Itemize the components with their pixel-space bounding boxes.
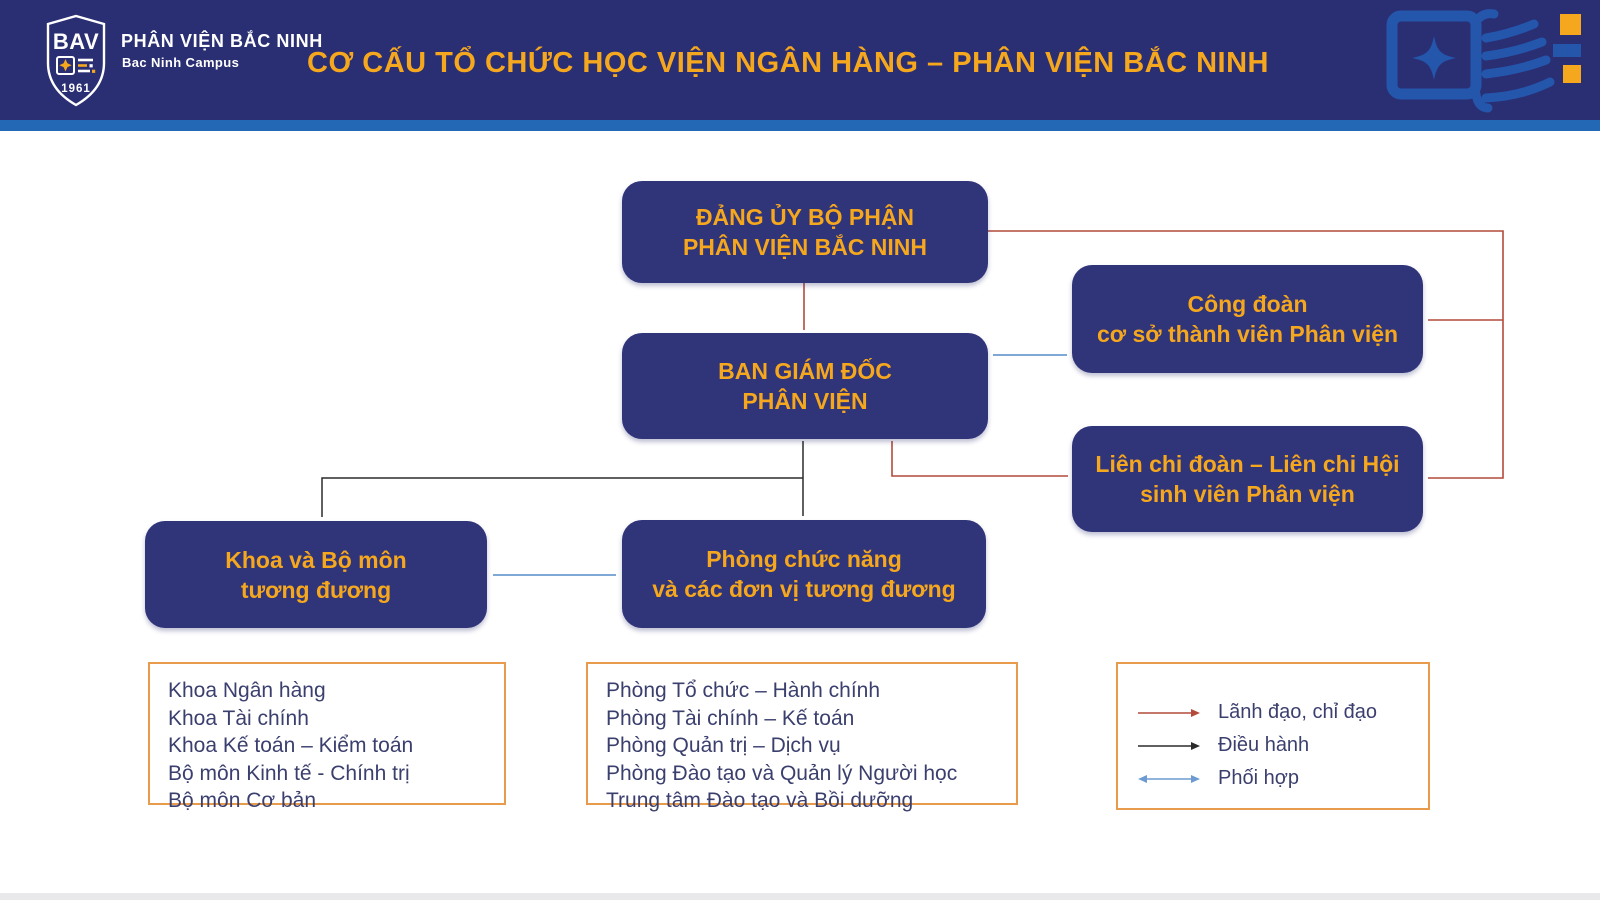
- node-phong-chuc-nang: [622, 520, 986, 628]
- list-item: Bộ môn Kinh tế - Chính trị: [168, 761, 410, 785]
- list-item: Phòng Tổ chức – Hành chính: [606, 679, 881, 702]
- header-accent-strip: [0, 120, 1600, 131]
- blue-double-arrow-icon: [1136, 773, 1202, 785]
- list-item: Phòng Đào tạo và Quản lý Người học: [606, 761, 958, 785]
- node-lien-chi-doan: [1072, 426, 1423, 532]
- node-ban-giam-doc: [622, 333, 988, 439]
- org-name-vi: PHÂN VIỆN BẮC NINH: [121, 31, 323, 51]
- node-label-line1: Khoa và Bộ môn: [225, 546, 407, 573]
- node-label-line1: BAN GIÁM ĐỐC: [718, 358, 892, 384]
- departments-list-panel: [586, 662, 1018, 812]
- legend-row-dieu-hanh: [1136, 729, 1410, 762]
- org-name-en: Bac Ninh Campus: [122, 55, 240, 70]
- accent-bar-middle: [1553, 44, 1581, 57]
- node-label-line2: và các đơn vị tương đương: [652, 576, 956, 602]
- list-item: Trung tâm Đào tạo và Bồi dưỡng: [606, 789, 914, 812]
- red-arrow-icon: [1136, 707, 1202, 719]
- shield-book-icon: [57, 57, 95, 74]
- node-label-line2: PHÂN VIỆN BẮC NINH: [682, 234, 928, 260]
- legend-label: Điều hành: [1218, 734, 1310, 756]
- sparkle-icon: [1412, 36, 1456, 80]
- list-item: Phòng Tài chính – Kế toán: [606, 706, 855, 730]
- connector-bangiamdoc-to-khoa: [322, 478, 803, 517]
- connector-bangiamdoc-to-lienchi: [892, 441, 1068, 476]
- list-item: Khoa Tài chính: [168, 706, 309, 730]
- list-item: Khoa Kế toán – Kiểm toán: [168, 734, 414, 757]
- legend-panel: [1116, 662, 1430, 810]
- legend-row-lanh-dao: [1136, 696, 1410, 729]
- black-arrow-icon: [1136, 740, 1202, 752]
- list-item: Khoa Ngân hàng: [168, 679, 326, 702]
- node-label-line2: tương đương: [240, 576, 392, 603]
- legend-label: Lãnh đạo, chỉ đạo: [1218, 701, 1378, 723]
- node-label-line2: PHÂN VIỆN: [742, 388, 868, 414]
- node-dang-uy-bo-phan: [622, 181, 988, 283]
- node-label-line1: Công đoàn: [1187, 291, 1308, 317]
- list-item: Phòng Quản trị – Dịch vụ: [606, 734, 841, 757]
- node-label-line1: Phòng chức năng: [706, 546, 902, 572]
- bav-shield-logo-icon: [44, 13, 108, 109]
- bottom-strip: [0, 893, 1600, 900]
- page-title: CƠ CẤU TỔ CHỨC HỌC VIỆN NGÂN HÀNG – PHÂN VIỆN BẮC NINH: [307, 47, 1269, 79]
- node-label-line2: sinh viên Phân viện: [1140, 481, 1355, 507]
- node-khoa-bo-mon: [145, 521, 487, 628]
- node-cong-doan: [1072, 265, 1423, 373]
- legend-label: Phối hợp: [1218, 767, 1299, 789]
- node-label-line2: cơ sở thành viên Phân viện: [1096, 321, 1399, 347]
- shield-year: 1961: [61, 83, 91, 95]
- shield-acronym: BAV: [52, 29, 100, 54]
- list-item: Bộ môn Cơ bản: [168, 789, 317, 812]
- node-label-line1: Liên chi đoàn – Liên chi Hội: [1095, 451, 1400, 477]
- accent-square-top: [1560, 14, 1581, 35]
- faculties-list-panel: [148, 662, 506, 812]
- book-logo-icon: [1382, 6, 1584, 118]
- legend-row-phoi-hop: [1136, 762, 1410, 795]
- accent-square-bottom: [1563, 65, 1581, 83]
- node-label-line1: ĐẢNG ỦY BỘ PHẬN: [695, 204, 915, 230]
